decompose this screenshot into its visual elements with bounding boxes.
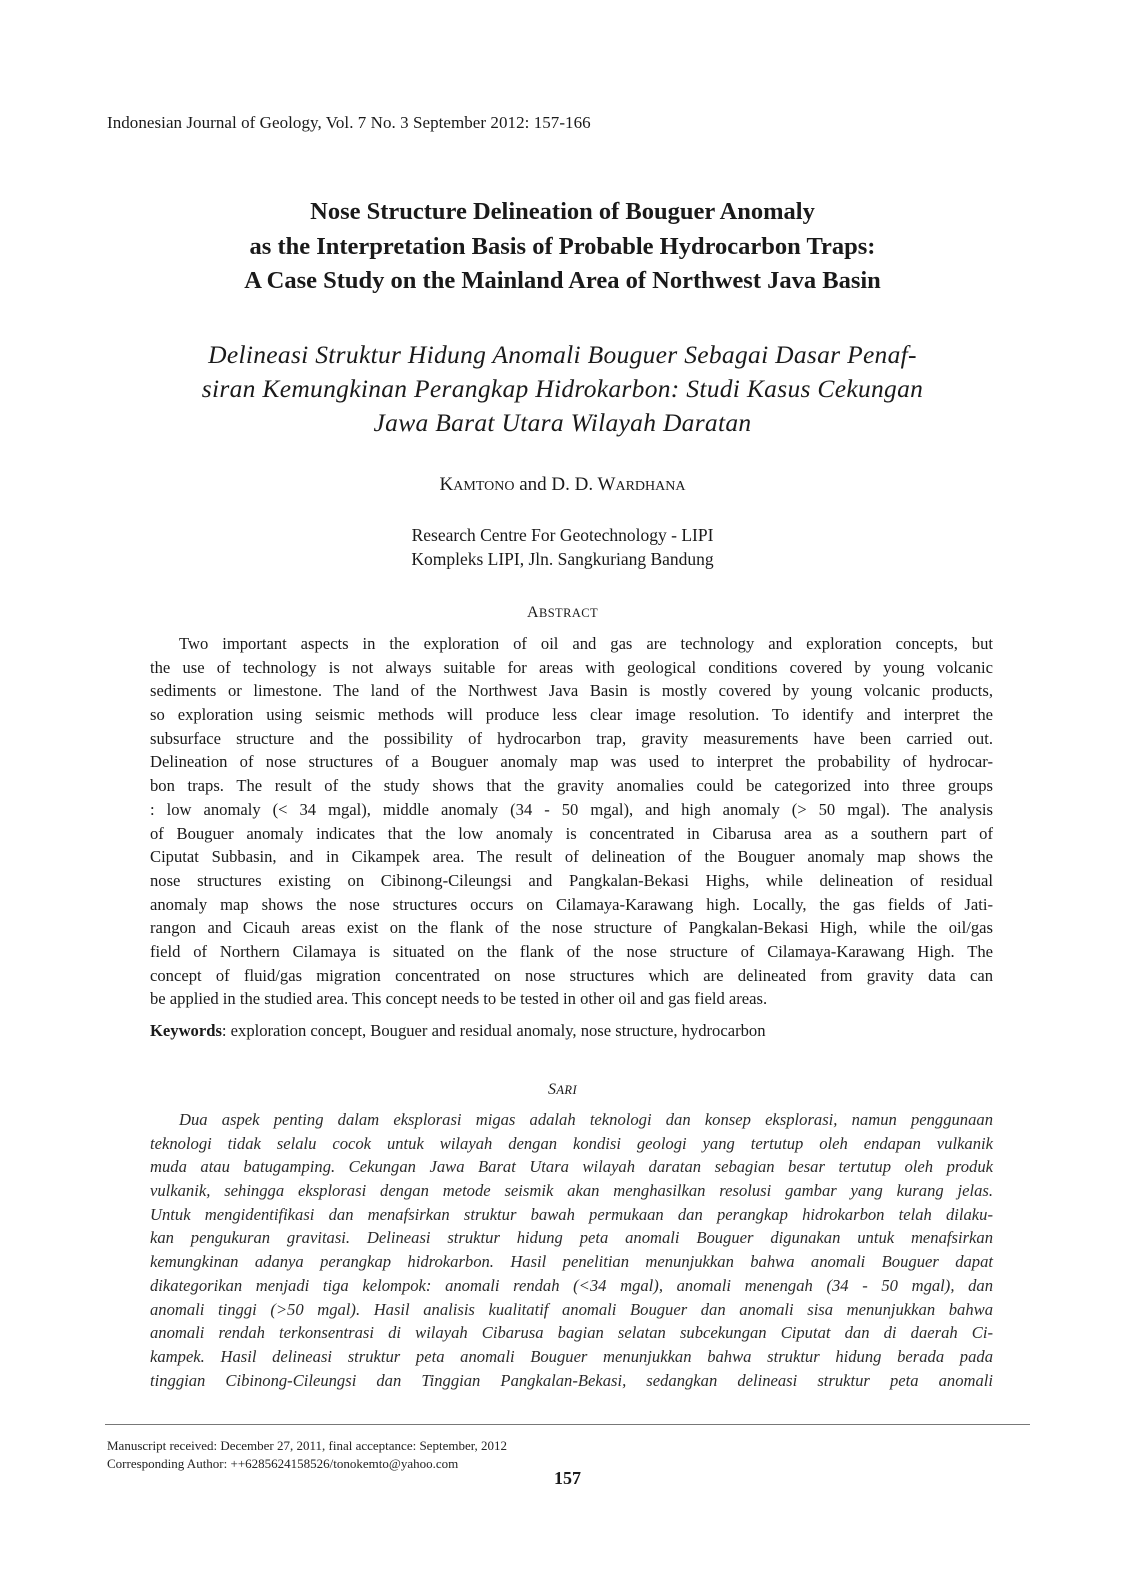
footnotes [107,1437,507,1472]
page-number: 157 [554,1468,581,1488]
keywords-text: : exploration concept, Bouguer and residual anomaly, nose structure, hydrocarbon [221,1021,766,1040]
abstract-line: concept of fluid/gas migration concentrated on nose structures which are delineated from gravity data can [150,965,993,985]
abstract-line: : low anomaly (< 34 mgal), middle anomaly (34 - 50 mgal), and high anomaly (> 50 mgal). The analysis [150,799,993,819]
sari-body [150,1108,993,1392]
sari-line: dikategorikan menjadi tiga kelompok: anomali rendah (<34 mgal), anomali menengah (34 - 50 mgal), dan [150,1275,993,1295]
title-english-line: as the Interpretation Basis of Probable Hydrocarbon Traps: [249,232,876,260]
keywords [150,1021,766,1041]
title-english-line: Nose Structure Delineation of Bouguer Anomaly [310,198,815,225]
sari-line: kampek. Hasil delineasi struktur peta anomali Bouguer menunjukkan bahwa struktur hidung berada pada [150,1346,993,1366]
abstract-line: be applied in the studied area. This concept needs to be tested in other oil and gas field areas. [150,989,768,1009]
abstract-heading-initial: A [526,604,539,621]
journal-citation: Indonesian Journal of Geology, Vol. 7 No. 3 September 2012: 157-166 [107,113,591,132]
corresponding-author: Corresponding Author: ++6285624158526/tonokemto@yahoo.com [107,1455,459,1471]
sari-line: kemungkinan adanya perangkap hidrokarbon. Hasil penelitian menunjukkan bahwa anomali Bouguer dapat [150,1252,993,1272]
author-2-rest: ARDHANA [615,479,686,494]
sari-line: vulkanik, sehingga eksplorasi dengan metode seismik akan menghasilkan resolusi gambar yang kurang jelas. [150,1181,993,1201]
author-joiner: and D. D. [514,474,598,495]
title-indonesian-line: Delineasi Struktur Hidung Anomali Bouguer Sebagai Dasar Penaf- [208,340,917,369]
sari-line: teknologi tidak selalu cocok untuk wilayah dengan kondisi geologi yang tertutup oleh endapan vulkanik [150,1133,993,1153]
abstract-line: anomaly map shows the nose structures occurs on Cilamaya-Karawang high. Locally, the gas fields of Jati- [150,894,993,914]
manuscript-dates: Manuscript received: December 27, 2011, final acceptance: September, 2012 [107,1438,508,1453]
abstract-line: field of Northern Cilamaya is situated on the flank of the nose structure of Cilamaya-Karawang High. The [150,941,993,961]
footnote-divider [105,1424,1030,1425]
abstract-line: Two important aspects in the exploration of oil and gas are technology and exploration concepts, but [179,634,993,653]
affiliation-line: Research Centre For Geotechnology - LIPI [411,525,714,545]
abstract-line: so exploration using seismic methods will produce less clear image resolution. To identify and interpret the [150,705,993,725]
sari-line: Dua aspek penting dalam eksplorasi migas adalah teknologi dan konsep eksplorasi, namun penggunaan [179,1110,993,1129]
sari-line: tinggian Cibinong-Cileungsi dan Tinggian Pangkalan-Bekasi, sedangkan delineasi struktur peta anomali [150,1370,993,1390]
abstract-line: rangon and Cicauh areas exist on the flank of the nose structure of Pangkalan-Bekasi High, while the oil/gas [150,918,993,938]
author-1-initial: K [439,474,454,495]
abstract-line: sediments or limestone. The land of the Northwest Java Basin is mostly covered by young volcanic products, [150,681,993,701]
title-indonesian-line: Jawa Barat Utara Wilayah Daratan [373,408,752,437]
title-indonesian-line: siran Kemungkinan Perangkap Hidrokarbon: Studi Kasus Cekungan [201,374,924,403]
title-indonesian [0,338,1125,440]
sari-heading-rest: ARI [556,1083,578,1097]
abstract-heading-rest: BSTRACT [538,606,599,620]
sari-line: kan pengukuran gravitasi. Delineasi struktur hidung peta anomali Bouguer digunakan untuk menafsirkan [150,1228,993,1248]
abstract-line: Delineation of nose structures of a Bouguer anomaly map was used to interpret the probability of hydrocar- [150,752,993,772]
affiliation [0,523,1125,571]
title-english-line: A Case Study on the Mainland Area of Northwest Java Basin [244,267,881,294]
sari-heading-initial: S [547,1081,557,1098]
sari-heading [0,1081,1125,1099]
keywords-label: Keywords [150,1021,222,1040]
affiliation-line: Kompleks LIPI, Jln. Sangkuriang Bandung [411,549,714,569]
author-1-rest: AMTONO [453,479,515,494]
abstract-heading [0,604,1125,622]
abstract-line: Ciputat Subbasin, and in Cikampek area. The result of delineation of the Bouguer anomaly map shows the [150,847,993,867]
abstract-body [150,632,993,1011]
abstract-line: subsurface structure and the possibility of hydrocarbon trap, gravity measurements have been carried out. [150,728,993,748]
sari-line: Untuk mengidentifikasi dan menafsirkan struktur bawah permukaan dan perangkap hidrokarbon telah dilaku- [150,1204,993,1224]
sari-line: muda atau batugamping. Cekungan Jawa Barat Utara wilayah daratan sebagian besar tertutup oleh produk [150,1157,993,1177]
title-english [0,195,1125,299]
author-list [0,474,1125,496]
abstract-line: of Bouguer anomaly indicates that the low anomaly is concentrated in Cibarusa area as a southern part of [150,823,993,843]
abstract-line: bon traps. The result of the study shows that the gravity anomalies could be categorized into three groups [150,776,993,796]
sari-line: anomali rendah terkonsentrasi di wilayah Cibarusa bagian selatan subcekungan Ciputat dan di daerah Ci- [150,1323,993,1343]
author-2-initial: W [597,474,616,495]
abstract-line: nose structures existing on Cibinong-Cileungsi and Pangkalan-Bekasi Highs, while delineation of residual [150,870,993,890]
sari-line: anomali tinggi (>50 mgal). Hasil analisis kualitatif anomali Bouguer dan anomali sisa menunjukkan bahwa [150,1299,993,1319]
abstract-line: the use of technology is not always suitable for areas with geological conditions covered by young volcanic [150,657,993,677]
